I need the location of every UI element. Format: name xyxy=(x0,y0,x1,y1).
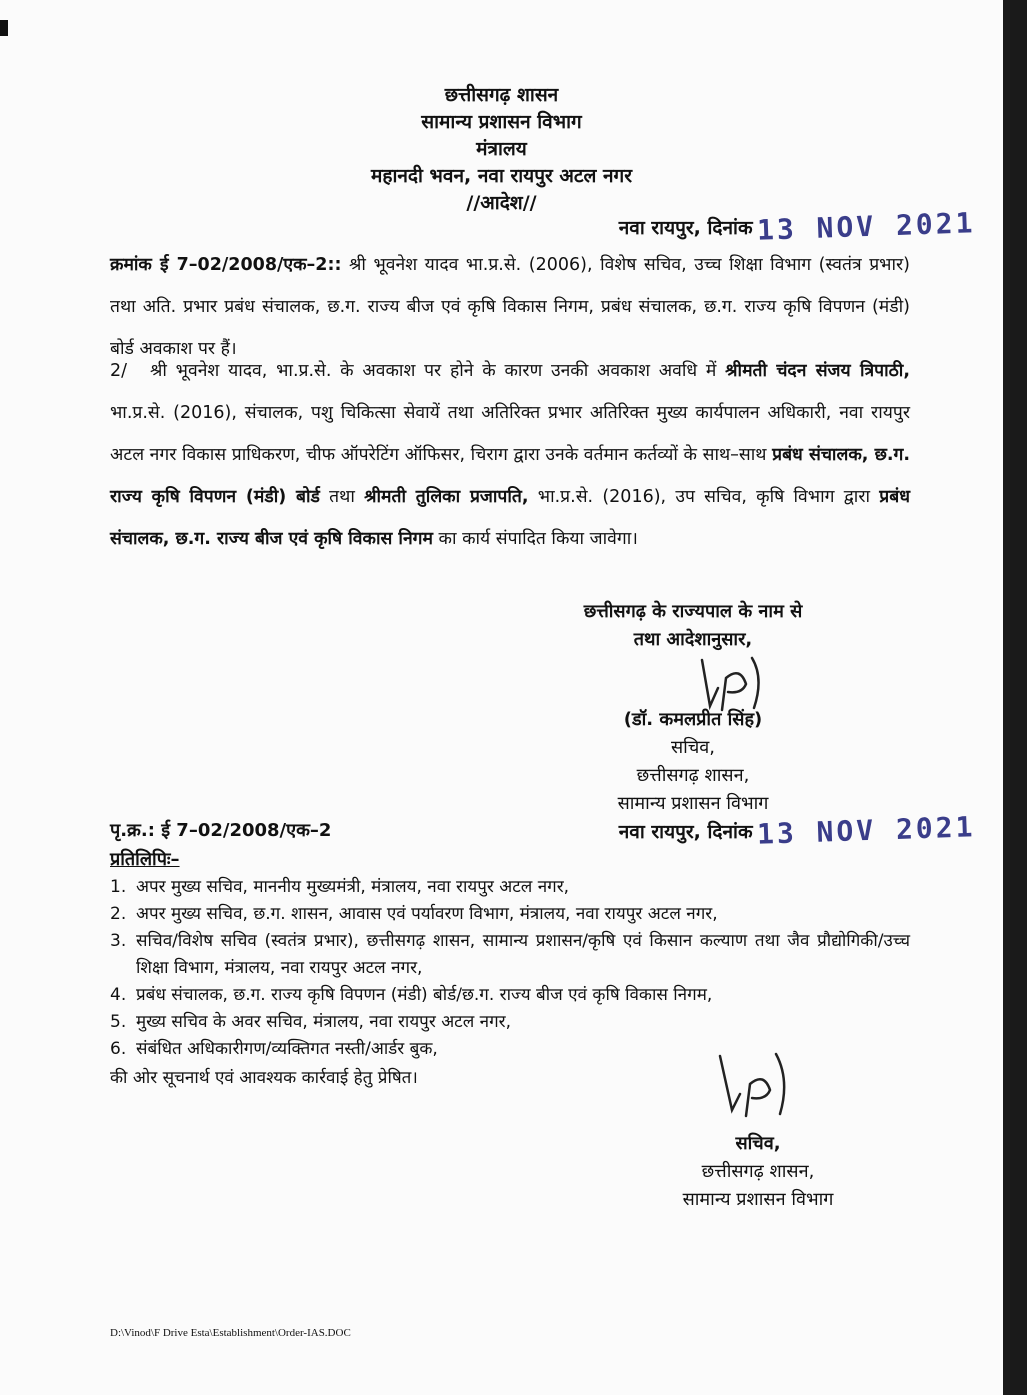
forwarding-note: की ओर सूचनार्थ एवं आवश्यक कार्रवाई हेतु प्रेषित। xyxy=(110,1068,418,1088)
handwritten-signature-1 xyxy=(692,648,782,718)
signatory-govt: छत्तीसगढ़ शासन, xyxy=(636,765,750,786)
copy-to-title: प्रतिलिपिः– xyxy=(110,849,180,870)
by-order: तथा आदेशानुसार, xyxy=(633,629,753,650)
endorsement-date-label: नवा रायपुर, दिनांक xyxy=(618,820,753,843)
list-item: 2. अपर मुख्य सचिव, छ.ग. शासन, आवास एवं पर्यावरण विभाग, मंत्रालय, नवा रायपुर अटल नगर, xyxy=(110,904,718,924)
list-item: 1. अपर मुख्य सचिव, माननीय मुख्यमंत्री, मंत्रालय, नवा रायपुर अटल नगर, xyxy=(110,877,570,897)
signatory-dept: सामान्य प्रशासन विभाग xyxy=(617,793,769,814)
list-item: 4. प्रबंध संचालक, छ.ग. राज्य कृषि विपणन (मंडी) बोर्ड/छ.ग. राज्य बीज एवं कृषि विकास निगम, xyxy=(110,985,713,1005)
post-name-2: प्रबंध संचालक, छ.ग. राज्य बीज एवं कृषि विकास निगम xyxy=(110,487,910,549)
order-date xyxy=(618,206,976,247)
paragraph-2-text-1: श्री भूवनेश यादव, भा.प्र.से. के अवकाश पर होने के कारण उनकी अवकाश अवधि में xyxy=(150,361,726,381)
paragraph-number: 2/ xyxy=(110,361,128,381)
governor-authority: छत्तीसगढ़ के राज्यपाल के नाम से xyxy=(583,601,803,622)
department-name: सामान्य प्रशासन विभाग xyxy=(421,111,582,133)
file-path: D:\Vinod\F Drive Esta\Establishment\Order-IAS.DOC xyxy=(110,1327,351,1339)
paragraph-2-text-2: भा.प्र.से. (2016), संचालक, पशु चिकित्सा सेवायें तथा अतिरिक्त प्रभार अतिरिक्त मुख्य कार्यपालन अधिकारी, नवा रायपुर अटल नगर विकास प्राधिकरण, चीफ ऑपरेटिंग ऑफिसर, चिराग द्वारा उनके वर्तमान कर्तव्यों के साथ–साथ xyxy=(110,403,910,465)
list-item: 6. संबंधित अधिकारीगण/व्यक्तिगत नस्ती/आर्डर बुक, xyxy=(110,1039,438,1059)
order-date-label: नवा रायपुर, दिनांक xyxy=(618,216,753,239)
date-stamp: 13 NOV 2021 xyxy=(756,206,976,247)
endorsement-reference: पृ.क्र.: ई 7–02/2008/एक–2 xyxy=(110,820,332,841)
letterhead xyxy=(0,82,1003,217)
signature-block-2 xyxy=(628,1130,888,1214)
list-item: 3. सचिव/विशेष सचिव (स्वतंत्र प्रभार), छत्तीसगढ़ शासन, सामान्य प्रशासन/कृषि एवं किसान कल्याण तथा जैव प्रौद्योगिकी/उच्च शिक्षा विभाग, मंत्रालय, नवा रायपुर अटल नगर, xyxy=(110,931,910,978)
officer-name-2: श्रीमती तुलिका प्रजापति, xyxy=(364,487,529,507)
corner-mark xyxy=(0,20,8,36)
handwritten-signature-2 xyxy=(712,1050,802,1120)
order-paragraph-2 xyxy=(110,350,910,560)
officer-name-1: श्रीमती चंदन संजय त्रिपाठी, xyxy=(725,361,910,381)
signatory-name: (डॉ. कमलप्रीत सिंह) xyxy=(623,709,763,730)
signatory-2-designation: सचिव, xyxy=(735,1133,781,1154)
govt-name: छत्तीसगढ़ शासन xyxy=(444,84,559,106)
order-reference: क्रमांक ई 7–02/2008/एक–2:: xyxy=(110,255,342,275)
paragraph-1-text: श्री भूवनेश यादव भा.प्र.से. (2006), विशेष सचिव, उच्च शिक्षा विभाग (स्वतंत्र प्रभार) तथा अति. प्रभार प्रबंध संचालक, छ.ग. राज्य बीज एवं कृषि विकास निगम, प्रबंध संचालक, छ.ग. राज्य कृषि विपणन (मंडी) बोर्ड अवकाश पर हैं। xyxy=(110,255,910,359)
paragraph-2-text-4: भा.प्र.से. (2016), उप सचिव, कृषि विभाग द्वारा xyxy=(528,487,880,507)
endorsement-date-stamp: 13 NOV 2021 xyxy=(756,810,976,851)
paragraph-2-text-3: तथा xyxy=(319,487,365,507)
signatory-designation: सचिव, xyxy=(671,737,715,758)
order-title: //आदेश// xyxy=(466,192,537,214)
list-item: 5. मुख्य सचिव के अवर सचिव, मंत्रालय, नवा रायपुर अटल नगर, xyxy=(110,1012,512,1032)
endorsement-date xyxy=(618,810,976,851)
post-name-1: प्रबंध संचालक, छ.ग. राज्य कृषि विपणन (मंडी) बोर्ड xyxy=(110,445,910,507)
office-address: महानदी भवन, नवा रायपुर अटल नगर xyxy=(371,165,632,187)
paragraph-2-text-5: का कार्य संपादित किया जावेगा। xyxy=(432,529,638,549)
signatory-2-dept: सामान्य प्रशासन विभाग xyxy=(682,1189,834,1210)
ministry-name: मंत्रालय xyxy=(476,138,527,160)
signatory-2-govt: छत्तीसगढ़ शासन, xyxy=(701,1161,815,1182)
